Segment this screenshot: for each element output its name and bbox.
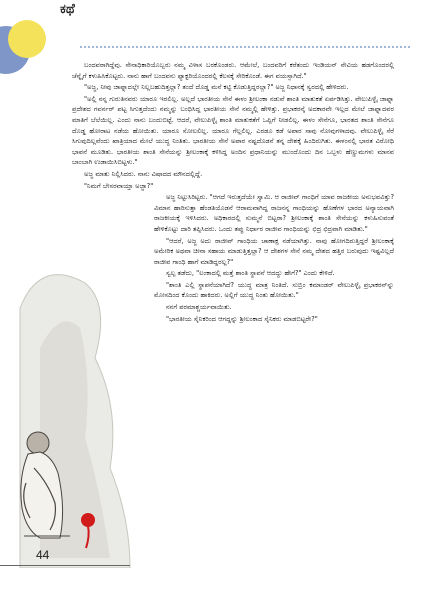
paragraph: ಬಂದವರಾಗಿದ್ದೆವು. ಸೇನಾಧಿಕಾರಿಯೊಬ್ಬರು ನಮ್ಮ ವಿಳಾಸ ಬರಕೊಂಡರು. ಆಮೇಲೆ, ಬಂದವರಿಗೆ ಕರೆತಂದು ಇಂಡಿಯನ್ ನೇವಿಯ ಹಡಗೊಂದರಲ್ಲಿ ಚೆನ್ನೈಗೆ ಕಳುಹಿಸಿಕೊಟ್ಟರು. ನಾನು ಹಾಗೆ ಬಂದವನು ಫ್ಯಾಕ್ಟರಿಯೊಂದರಲ್ಲಿ ಕೆಲಸಕ್ಕೆ ಸೇರಿಕೊಂಡೆ. ಈಗ ವಯಸ್ಸಾಗಿದೆ.": [72, 61, 394, 80]
paragraph: "ಅಲ್ಲಿ ನನ್ನ ಗುರುತಿನವರು ಯಾರೂ ಇರಲಿಲ್ಲ. ಅಲ್ಲದೆ ಭಾರತೀಯ ಸೇನೆ ಈಳಂ ಶ್ರೀಲಂಕಾ ನಡುವೆ ಶಾಂತಿ ಮಾತುಕತೆ ಏರ್ಪಡಿಸಿತ್ತು. ವೇಲುಪಿಳ್ಳೈ ಜಾಫ್ನಾ ಪ್ರದೇಶದ ಗವರ್ನರ್ ಪಟ್ಟ ಸಿಗುತ್ತದೆಂದು ನಮ್ಮನ್ನು ಬಂಧಿಸಿದ್ದ ಭಾರತೀಯ ಸೇನೆ ನಮ್ಮಲ್ಲಿ ಹೇಳಿತ್ತು. ಪ್ರಭಾಕರನ್ಕೆ ಅದಕಾರವೇ ಇಲ್ಲದ ಮೇಲೆ ಜಾಫ್ನಾದವರ ಮಾತಿಗೆ ಬೆಲೆಯಿಲ್ಲ. ಎಂದು ನಾನು ಬಂದುಬಿಟ್ಟೆ. ಆದರೆ, ವೇಲುಪಿಳ್ಳೈ ಶಾಂತಿ ಮಾತುಕತೆಗೆ ಒಪ್ಪಿಗೆ ನೀಡಲಿಲ್ಲ. ಈಳಂ ಸೇನೆಗೂ, ಭಾರತದ ಶಾಂತಿ ಸೇನೆಗೂ ದೊಡ್ಡ ಹೋರಾಟ ನಡೆಯ ಹೋಯಿತು. ಯಾರೂ ಸೋಲಲಿಲ್ಲ. ಯಾರೂ ಗೆಲ್ಲಲಿಲ್ಲ. ಎರಡೂ ಕಡೆ ಅಪಾರ ಸಾವು ನೋವುಗಳಾದವು. ವೇಲುಪಿಳ್ಳೈ ಸೆರೆ ಸಿಗುವುದಿಲ್ಲವೆಂದು ಖಾತ್ರಿಯಾದ ಮೇಲೆ ಯುದ್ಧ ನಿಂತಿತು. ಭಾರತೀಯ ಸೇನೆ ಅಪಾರ ನಷ್ಟದೊಡನೆ ತನ್ನ ದೇಶಕ್ಕೆ ಹಿಂದಿರುಗಿತು. ಈಳಂನಲ್ಲಿ ಭಾರತ ವಿರೋಧಿ ಭಾವನೆ ಮೂಡಿತು. ಭಾರತೀಯ ಶಾಂತಿ ಸೇನೆಯನ್ನು ಶ್ರೀಲಂಕಾಕ್ಕೆ ಕಳಿಸಿದ್ದ ಅಂದಿನ ಪ್ರಧಾನಿಯನ್ನು ಮುಂದೊಂದು ದಿನ ಒಬ್ಬಳು ಹೆಣ್ಣುಮಗಳು ಮಾನವ ಬಾಂಬಾಗಿ ಉಡಾಯಿಸಿಬಿಟ್ಟಳು.": [72, 94, 394, 167]
decorative-yellow-circle: [8, 20, 46, 58]
paragraph: "ಭಾರತೀಯ ಸೈನಿಕರಿಂದ ಆಗದ್ದನ್ನು ಶ್ರೀಲಂಕಾದ ಸೈನಿಕರು ಮಾಡಬಿಟ್ಟರೇ?": [166, 314, 318, 323]
story-body: [72, 60, 394, 325]
header-dotted-rule: [80, 46, 410, 48]
paragraph: ಅಜ್ಜ ನಿಟ್ಟುಸಿರಿಟ್ಟರು. "ಆಗದೆ ಇರುತ್ತದೆಯೇ ಸ್ವಾಮಿ. ಆ ರಾಜೀವ್ ಗಾಂಧಿಗೆ ಯಾವ ರಾಜಕೀಯ ಅನುಭವವಿತ್ತು? ವಿಮಾನ ಹಾರಿಸುತ್ತಾ ಹೆಂಡತಿಯೊಡನೆ ಆರಾಮವಾಗಿದ್ದ ರಾಜನನ್ನ ಗಾಂಧಿಯನ್ನು ಹೊಣೆಗಳ ಭಾರದ ಅನ್ಯಾಯವಾಗಿ ರಾಜಕೀಯಕ್ಕೆ ಇಳಿಸಿದರು. ಅಧಿಕಾರದಲ್ಲಿ ಸುಮ್ಮನೆ ಬಿಟ್ಟರಾ? ಶ್ರೀಲಂಕಾಕ್ಕೆ ಶಾಂತಿ ಸೇನೆಯನ್ನು ಕಳುಹಿಸುವಂತೆ ಹೇಳಿಕೊಟ್ಟು ದಾರಿ ತಪ್ಪಿಸಿದರು. ಒಂದು ತಪ್ಪು ನಿರ್ಧಾರ ರಾಜೀವ ಗಾಂಧಿಯನ್ನು ಛಿದ್ರ ಛಿದ್ರವಾಗಿ ಮಾಡಿತು.": [154, 193, 394, 233]
paragraph: "ಶಾಂತಿ ಎಲ್ಲಿ ಸ್ಥಾಪನೆಯಾಗಿದೆ? ಯುದ್ಧ ಮಾತ್ರ ನಿಂತಿದೆ. ಸುಬ್ರಿಂ ಕಮಾಂಡರ್ ವೇಲುಪಿಳ್ಳೈ ಪ್ರಭಾಕರನ್‌ನ್ನು ಮೋಸದಿಂದ ಕೊಂದು ಹಾಕಿದರು. ಅಲ್ಲಿಗೆ ಯುದ್ಧ ನಿಂತು ಹೋಯಿತು.": [154, 280, 394, 300]
paragraph: ಅಜ್ಜ ಮಾತು ನಿಲ್ಲಿಸಿದರು. ನಾನು ವಿಷಾದದ ಮೌನದಲ್ಲಿದ್ದೆ.: [84, 169, 203, 178]
paragraph: "ಆದರೆ, ಅಜ್ಜ ಅದು ರಾಜೀವ್ ಗಾಂಧಿಯ ಚಾಣಾಕ್ಷ ನಡೆಯಾಗಿತ್ತು. ನಾವು ಹೋಗದಿರುತ್ತಿದ್ದರೆ ಶ್ರೀಲಂಕಾಕ್ಕೆ ಅಮೇರಿಕ ಅಥವಾ ಚೀನಾ ಸಹಾಯ ಮಾಡುತ್ತಿತ್ತಲ್ಲಾ? ಆ ದೇಶಗಳ ಸೇನೆ ನಮ್ಮ ದೇಶದ ಹತ್ತಿರ ಬರುವುದು ಇಷ್ಟವಿಲ್ಲದೆ ರಾಜೀವ ಗಾಂಧಿ ಹಾಗೆ ಮಾಡಿದ್ದರಲ್ಲ?": [154, 236, 394, 266]
paragraph: "ಅಜ್ಜ, ನೀವು ಜಾಫ್ನಾದಲ್ಲೇ ನಿಲ್ಲಬಹುದಿತ್ತಲ್ಲಾ? ತಂದೆ ದೊಡ್ಡ ಮನೆ ಕಟ್ಟಿ ಕೊಡುತ್ತಿದ್ದರಲ್ಲಾ?" ಅಜ್ಜ ನಿಧಾನಕ್ಕೆ ಸ್ವರದಲ್ಲಿ ಹೇಳಿದರು.: [84, 83, 349, 92]
paragraph: ಸ್ವಲ್ಪ ತಡೆದು, "ಲಂಕಾದಲ್ಲಿ ಮತ್ತೆ ಶಾಂತಿ ಸ್ಥಾಪನೆ ಆದದ್ದು ಹೇಗೆ?" ಎಂದು ಕೇಳಿದೆ.: [166, 269, 335, 278]
paragraph: "ನಿಮಗೆ ಬೇಸರವಾಯ್ತಾ ಅಜ್ಜಾ?": [84, 181, 154, 190]
page-number: 44: [36, 548, 50, 562]
footer-rule: [0, 565, 130, 566]
section-title: ಕಥೆ: [60, 2, 75, 17]
paragraph: ನನಗೆ ಪರಮಾಶ್ಚರ್ಯವಾಯಿತು.: [166, 303, 232, 312]
